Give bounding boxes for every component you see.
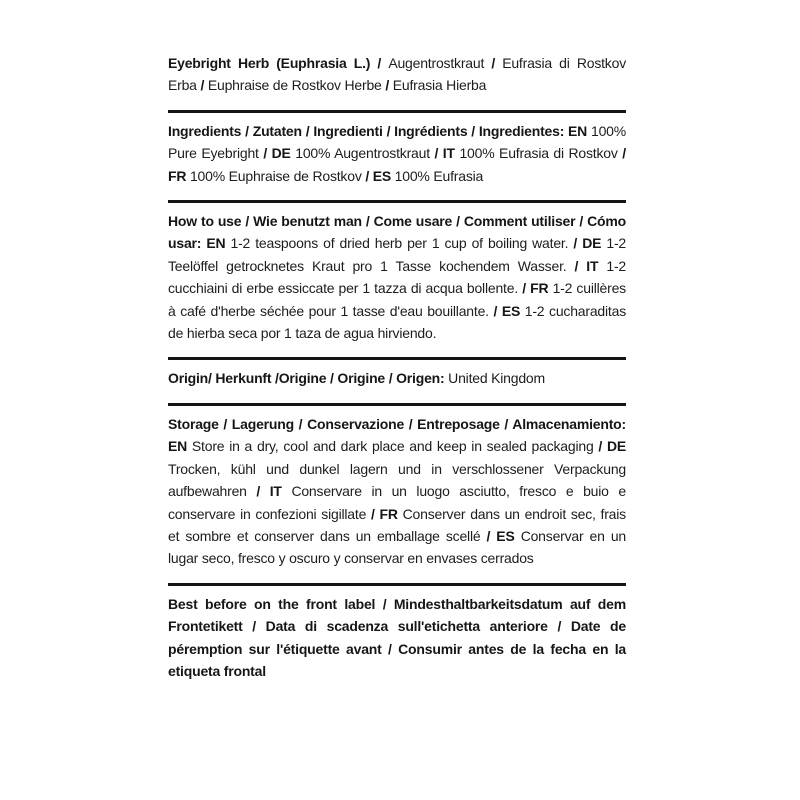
ingredients-fr: 100% Euphraise de Rostkov <box>189 167 366 184</box>
lang-code-es: / ES <box>365 167 395 184</box>
divider <box>168 583 626 586</box>
product-name-it: Eufrasia di Rostkov Erba <box>168 55 626 94</box>
product-name-fr: Euphraise de Rostkov Herbe <box>207 77 386 94</box>
lang-code-de: / DE <box>573 235 607 252</box>
product-label <box>168 52 626 682</box>
product-name-de: Augentrostkraut <box>388 55 492 71</box>
usage-heading: How to use / Wie benutzt man / Come usare / Comment utiliser / Cómo usar: EN <box>168 213 626 252</box>
usage-fr: 1-2 cuillères à café d'herbe séchée pour 1 tasse d'eau bouillante. <box>168 280 626 319</box>
lang-code-it: / IT <box>256 483 292 500</box>
origin-value: United Kingdom <box>448 370 545 387</box>
divider <box>168 110 626 113</box>
lang-code-es: / ES <box>493 302 525 319</box>
lang-code-it: / IT <box>434 145 460 162</box>
divider <box>168 357 626 360</box>
usage-it: 1-2 cucchiaini di erbe essiccate per 1 tazza di acqua bollente. <box>168 257 626 297</box>
storage-es: Conservar en un lugar seco, fresco y oscuro y conservar en envases cerrados <box>168 527 626 567</box>
storage-fr: Conserver dans un endroit sec, frais et sombre et conserver dans un emballage scellé <box>168 505 626 544</box>
product-name-es: Eufrasia Hierba <box>392 77 487 94</box>
usage-es: 1-2 cucharaditas de hierba seca por 1 taza de agua hirviendo. <box>168 302 626 342</box>
lang-code-it: / IT <box>574 257 607 274</box>
slash-separator: / <box>200 77 208 94</box>
storage-heading: Storage / Lagerung / Conservazione / Entreposage / Almacenamiento: EN <box>168 415 626 455</box>
lang-code-de: / DE <box>263 145 296 162</box>
ingredients-en: 100% Pure Eyebright <box>168 122 626 162</box>
lang-code-es: / ES <box>486 527 521 544</box>
storage-de: Trocken, kühl und dunkel lagern und in verschlossener Verpackung aufbewahren <box>168 460 626 500</box>
usage-de: 1-2 Teelöffel getrocknetes Kraut pro 1 Tasse kochendem Wasser. <box>168 235 626 274</box>
usage-section <box>168 210 626 344</box>
divider <box>168 200 626 203</box>
product-title <box>168 52 626 97</box>
slash-separator: / <box>385 77 393 94</box>
slash-separator: / <box>491 55 503 71</box>
ingredients-heading: Ingredients / Zutaten / Ingredienti / Ingrédients / Ingredientes: EN <box>168 122 591 139</box>
storage-section <box>168 413 626 570</box>
origin-heading: Origin/ Herkunft /Origine / Origine / Origen: <box>168 370 449 387</box>
ingredients-it: 100% Eufrasia di Rostkov <box>459 145 623 162</box>
ingredients-es: 100% Eufrasia <box>394 167 484 184</box>
lang-code-fr: / FR <box>371 505 403 522</box>
best-before-text: Best before on the front label / Mindesthaltbarkeitsdatum auf dem Frontetikett / Data di scadenza sull'etichetta anteriore / Date de péremption sur l'étiquette avant / Consumir antes de la fecha en la etiqueta frontal <box>168 595 626 679</box>
product-name-en: Eyebright Herb (Euphrasia L.) / <box>168 55 389 71</box>
usage-en: 1-2 teaspoons of dried herb per 1 cup of boiling water. <box>230 235 574 252</box>
divider <box>168 403 626 406</box>
origin-section <box>168 367 626 389</box>
storage-en: Store in a dry, cool and dark place and keep in sealed packaging <box>191 438 599 455</box>
ingredients-section <box>168 120 626 187</box>
lang-code-fr: / FR <box>168 145 626 184</box>
lang-code-fr: / FR <box>522 280 553 297</box>
lang-code-de: / DE <box>598 438 626 455</box>
storage-it: Conservare in un luogo asciutto, fresco e buio e conservare in confezioni sigillate <box>168 483 626 522</box>
ingredients-de: 100% Augentrostkraut <box>295 145 435 162</box>
best-before-section <box>168 593 626 683</box>
